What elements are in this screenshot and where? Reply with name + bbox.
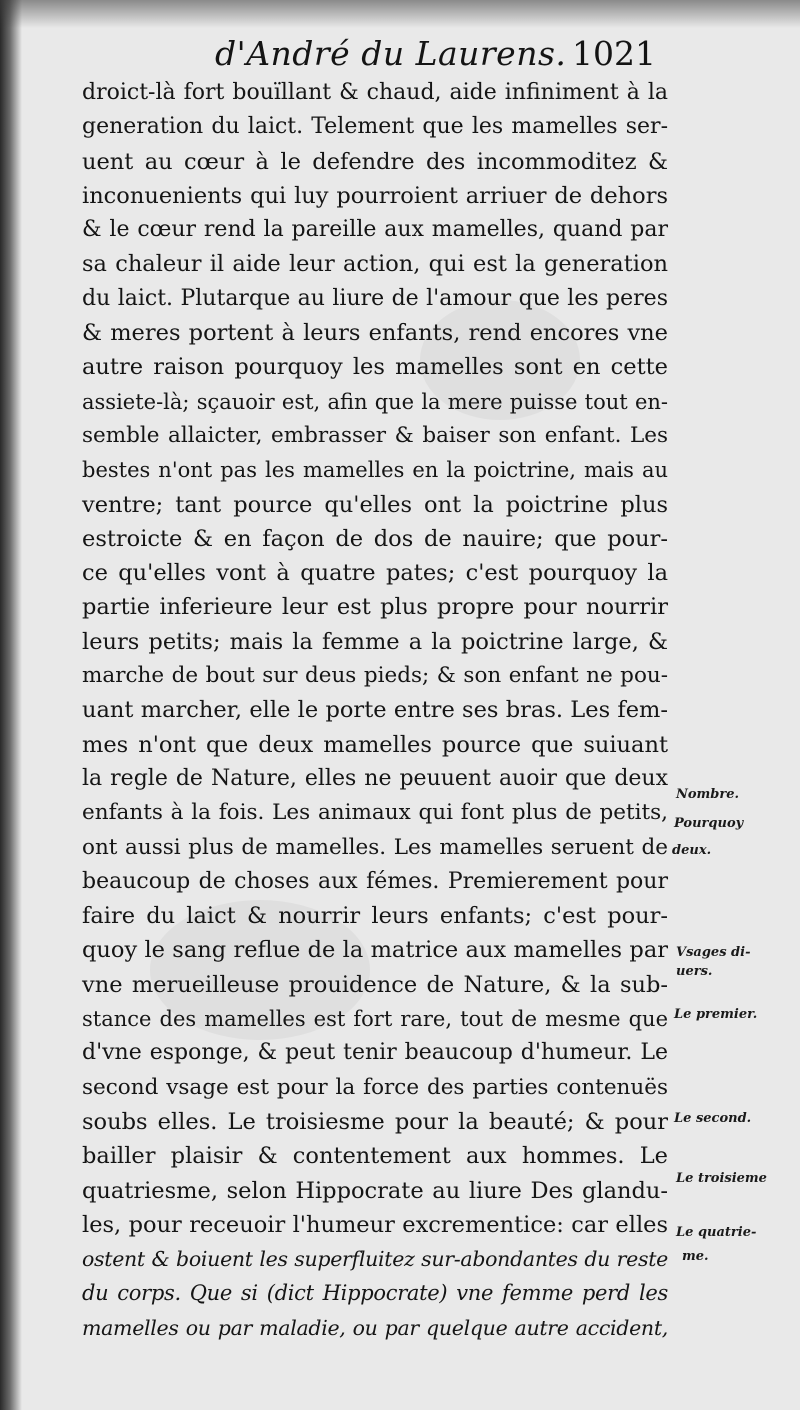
margin-note: Le troisieme <box>676 1171 767 1186</box>
quoted-text-line: ostent & boiuent les superfluitez sur-abondantes du reste <box>82 1247 668 1272</box>
margin-note: uers. <box>676 964 713 979</box>
quoted-text-line: mamelles ou par maladie, ou par quelque autre accident, <box>82 1315 668 1340</box>
text-line: semble allaicter, embrasser & baiser son enfant. Les <box>82 422 668 448</box>
text-line: bestes n'ont pas les mamelles en la poictrine, mais au <box>82 458 668 483</box>
margin-note: Pourquoy <box>674 816 744 831</box>
body-text <box>82 76 668 1345</box>
margin-note: Nombre. <box>676 787 740 802</box>
text-line: & meres portent à leurs enfants, rend encores vne <box>82 320 668 347</box>
text-line: sa chaleur il aide leur action, qui est la generation <box>82 251 668 278</box>
text-line: du laict. Plutarque au liure de l'amour que les peres <box>82 285 668 311</box>
text-line: mes n'ont que deux mamelles pource que suiuant <box>82 731 668 758</box>
quoted-text-line: du corps. Que si (dict Hippocrate) vne femme perd les <box>82 1281 668 1306</box>
text-line: vne merueilleuse prouidence de Nature, & la sub- <box>82 971 668 998</box>
margin-note: me. <box>682 1249 709 1264</box>
text-line: ce qu'elles vont à quatre pates; c'est pourquoy la <box>82 560 668 587</box>
margin-note: Le premier. <box>674 1007 758 1022</box>
text-line: marche de bout sur deus pieds; & son enfant ne pou- <box>82 663 668 689</box>
text-line: autre raison pourquoy les mamelles sont en cette <box>82 354 668 381</box>
text-line: uant marcher, elle le porte entre ses bras. Les fem- <box>82 697 668 724</box>
margin-note: Le second. <box>674 1111 752 1126</box>
text-line: stance des mamelles est fort rare, tout de mesme que <box>82 1007 668 1032</box>
text-line: beaucoup de choses aux fémes. Premierement pour <box>82 868 668 894</box>
text-line: bailler plaisir & contentement aux hommes. Le <box>82 1143 668 1170</box>
running-head: d'André du Laurens. <box>215 34 567 73</box>
text-line: la regle de Nature, elles ne peuuent auoir que deux <box>82 765 668 791</box>
text-line: uent au cœur à le defendre des incommoditez & <box>82 148 668 175</box>
text-line: partie inferieure leur est plus propre pour nourrir <box>82 594 668 621</box>
text-line: soubs elles. Le troisiesme pour la beauté; & pour <box>82 1108 668 1135</box>
margin-note: Le quatrie- <box>676 1225 757 1240</box>
text-line: leurs petits; mais la femme a la poictrine large, & <box>82 628 668 655</box>
text-line: estroicte & en façon de dos de nauire; que pour- <box>82 525 668 552</box>
text-line: & le cœur rend la pareille aux mamelles, quand par <box>82 217 668 243</box>
text-line: generation du laict. Telement que les mamelles ser- <box>82 114 668 140</box>
text-line: d'vne esponge, & peut tenir beaucoup d'humeur. Le <box>82 1040 668 1066</box>
margin-note: Vsages di- <box>676 945 751 960</box>
text-line: inconuenients qui luy pourroient arriuer de dehors <box>82 182 668 209</box>
text-line: quatriesme, selon Hippocrate au liure Des glandu- <box>82 1177 668 1204</box>
page-number: 1021 <box>572 34 656 73</box>
text-line: ventre; tant pource qu'elles ont la poictrine plus <box>82 491 668 518</box>
text-line: faire du laict & nourrir leurs enfants; c'est pour- <box>82 903 668 930</box>
text-line: second vsage est pour la force des parties contenuës <box>82 1074 668 1100</box>
text-line: quoy le sang reflue de la matrice aux mamelles par <box>82 937 668 964</box>
text-line: les, pour receuoir l'humeur excrementice: car elles <box>82 1211 668 1238</box>
text-line: ont aussi plus de mamelles. Les mamelles seruent de <box>82 834 668 860</box>
text-line: assiete-là; sçauoir est, afin que la mere puisse tout en- <box>82 389 668 414</box>
text-line: enfants à la fois. Les animaux qui font plus de petits, <box>82 800 668 826</box>
text-line: droict-là fort bouïllant & chaud, aide infiniment à la <box>82 80 668 105</box>
margin-note: deux. <box>672 843 712 858</box>
